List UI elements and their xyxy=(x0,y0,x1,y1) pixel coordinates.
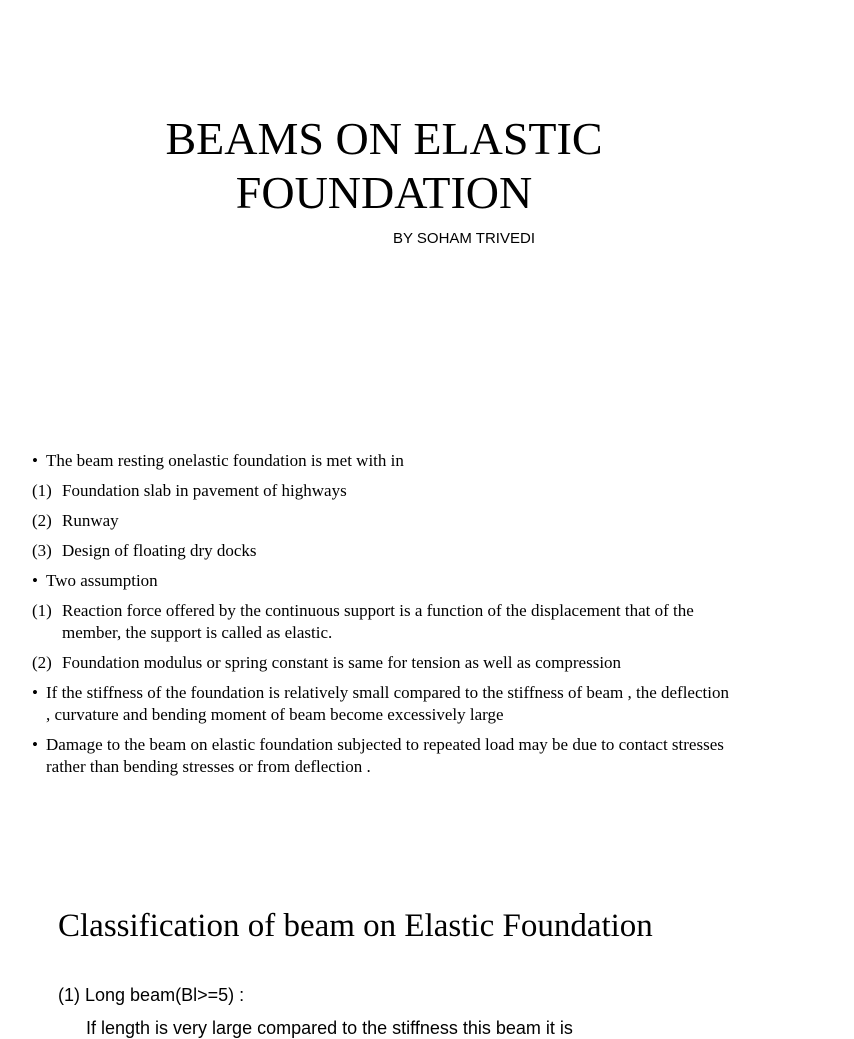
number-marker: (2) xyxy=(32,653,52,672)
list-item xyxy=(32,510,732,532)
list-item-text: Foundation slab in pavement of highways xyxy=(62,481,347,500)
list-item xyxy=(32,450,732,472)
cut-off-text: If length is very large compared to the stiffness this beam it is xyxy=(86,1018,573,1038)
number-marker: (2) xyxy=(32,511,52,530)
list-item-text: The beam resting onelastic foundation is met with in xyxy=(46,451,404,470)
list-item-text: Reaction force offered by the continuous support is a function of the displacement that of the member, the support is called as elastic. xyxy=(62,601,694,642)
list-item xyxy=(32,682,732,726)
slide-title-line-1: BEAMS ON ELASTIC xyxy=(165,113,603,164)
number-marker: (3) xyxy=(32,541,52,560)
list-item xyxy=(32,570,732,592)
list-item xyxy=(32,540,732,562)
list-item xyxy=(32,652,732,674)
list-item xyxy=(32,480,732,502)
list-item xyxy=(32,600,732,644)
number-marker: (1) xyxy=(32,481,52,500)
list-item-text: Foundation modulus or spring constant is same for tension as well as compression xyxy=(62,653,622,672)
list-item-text: Design of floating dry docks xyxy=(62,541,257,560)
bullet-marker: • xyxy=(32,571,38,590)
content-slide xyxy=(32,450,732,786)
list-item xyxy=(32,734,732,778)
bullet-marker: • xyxy=(32,735,38,754)
bullet-marker: • xyxy=(32,451,38,470)
list-item-text: Two assumption xyxy=(46,571,158,590)
classification-heading: Classification of beam on Elastic Foundation xyxy=(58,908,653,944)
number-marker: (1) xyxy=(32,601,52,620)
list-item-text: Damage to the beam on elastic foundation subjected to repeated load may be due to contact stresses rather than bending stresses or from deflection . xyxy=(46,735,724,776)
bullet-marker: • xyxy=(32,683,38,702)
author-line: BY SOHAM TRIVEDI xyxy=(393,230,535,247)
title-slide xyxy=(0,112,768,220)
list-item-text: Runway xyxy=(62,511,119,530)
slide-title-line-2: FOUNDATION xyxy=(235,167,533,218)
long-beam-item: (1) Long beam(Bl>=5) : xyxy=(58,985,245,1005)
list-item-text: If the stiffness of the foundation is relatively small compared to the stiffness of beam , the deflection , curvature and bending moment of beam become excessively large xyxy=(46,683,729,724)
